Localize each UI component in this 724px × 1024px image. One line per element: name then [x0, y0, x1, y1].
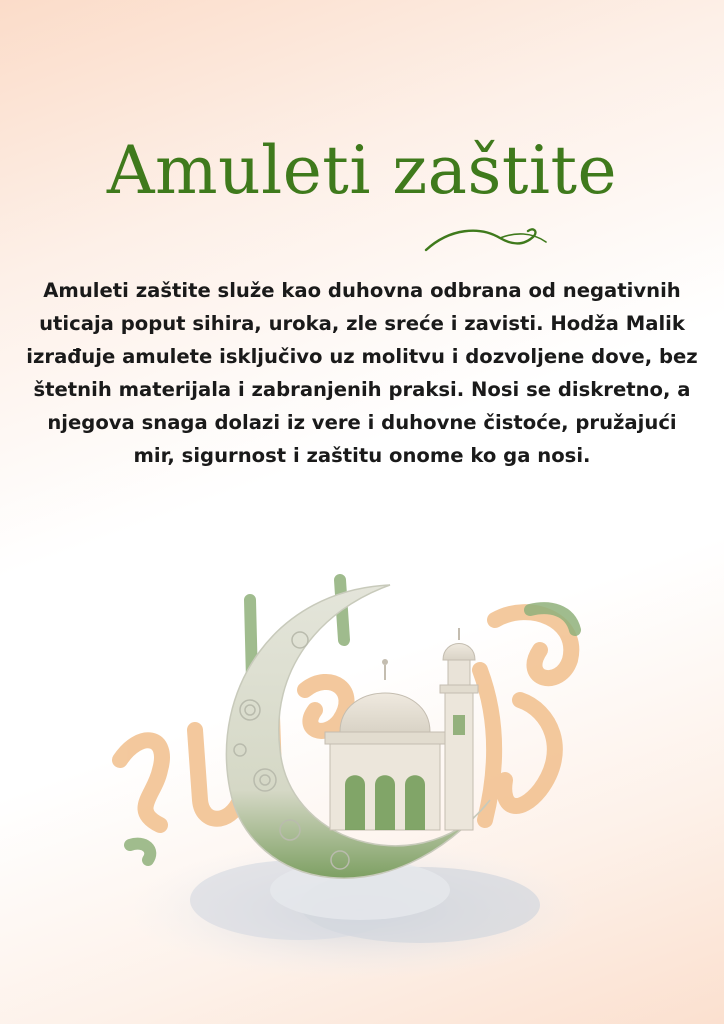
description-paragraph: Amuleti zaštite služe kao duhovna odbrana od negativnih uticaja poput sihira, uroka, zle sreće i zavisti. Hodža Malik izrađuje amulete isključivo uz molitvu i dozvoljene dove, bez štetnih materijala i zabranjenih praksi. Nosi se diskretno, a njegova snaga dolazi iz vere i duhovne čistoće, pružajući mir, sigurnost i zaštitu onome ko ga nosi.	[26, 279, 698, 467]
page-title: Amuleti zaštite	[106, 132, 618, 209]
swash-ornament-icon	[420, 218, 550, 258]
crescent-mosque-illustration	[100, 560, 620, 1000]
minaret-icon	[440, 628, 478, 830]
